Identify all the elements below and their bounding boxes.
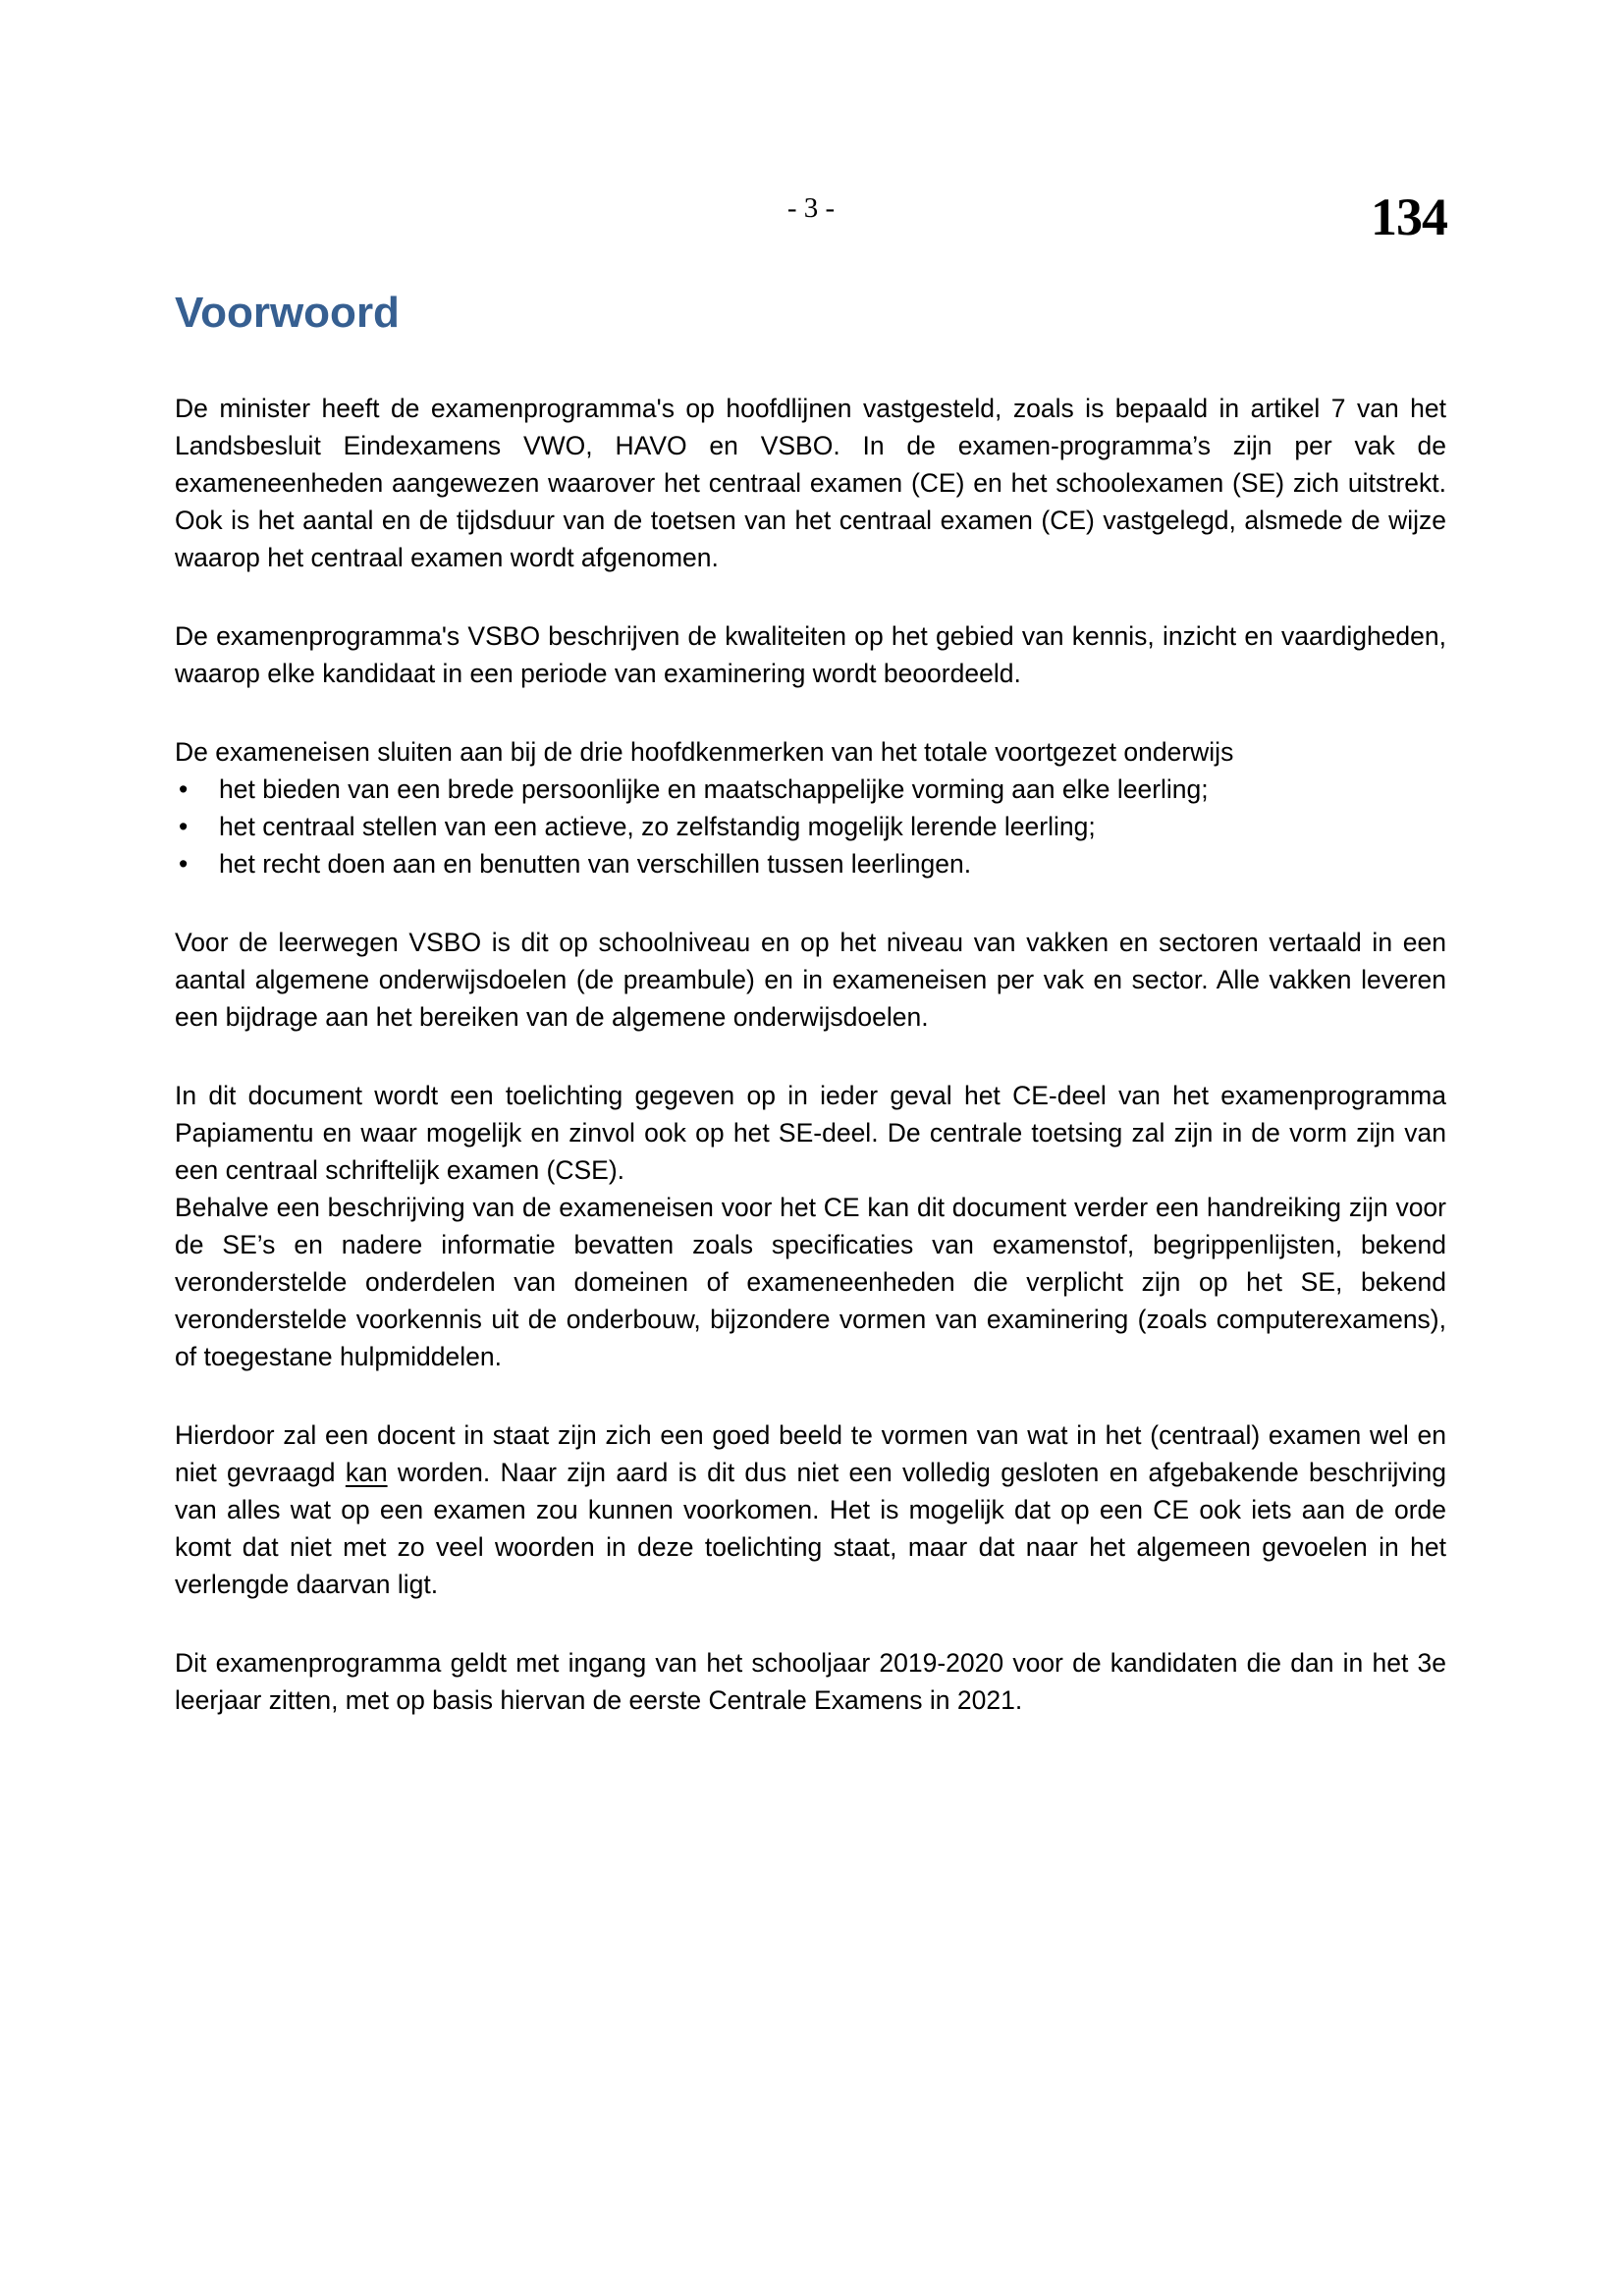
paragraph-docent xyxy=(175,1416,1446,1603)
paragraph-ingangsjaar: Dit examenprogramma geldt met ingang van het schooljaar 2019-2020 voor de kandidaten die dan in het 3e leerjaar zitten, met op basis hiervan de eerste Centrale Examens in 2021. xyxy=(175,1648,1446,1715)
paragraph-minister: De minister heeft de examenprogramma's op hoofdlijnen vastgesteld, zoals is bepaald in artikel 7 van het Landsbesluit Eindexamens VWO, HAVO en VSBO. In de examen-programma’s zijn per vak de exameneenheden aangewezen waarover het centraal examen (CE) en het schoolexamen (SE) zich uitstrekt. Ook is het aantal en de tijdsduur van de toetsen van het centraal examen (CE) vastgelegd, alsmede de wijze waarop het centraal examen wordt afgenomen. xyxy=(175,394,1446,572)
paragraph-docent-start: Hierdoor zal een docent in staat zijn zich een goed beeld te vormen van wat in het (centraal) examen wel en niet gevraagd xyxy=(175,1420,1446,1487)
paragraph-examenprogrammas-vsbo: De examenprogramma's VSBO beschrijven de kwaliteiten op het gebied van kennis, inzicht en vaardigheden, waarop elke kandidaat in een periode van examinering wordt beoordeeld. xyxy=(175,621,1446,688)
paragraph-docent-end: worden. Naar zijn aard is dit dus niet een volledig gesloten en afgebakende beschrijving van alles wat op een examen zou kunnen voorkomen. Het is mogelijk dat op een CE ook iets aan de orde komt dat niet met zo veel woorden in deze toelichting staat, maar dat naar het algemeen gevoelen in het verlengde daarvan ligt. xyxy=(175,1458,1446,1599)
bullet-icon: • xyxy=(179,812,189,841)
underlined-word: kan xyxy=(345,1458,388,1487)
bullet-icon: • xyxy=(179,849,189,879)
page-content xyxy=(175,288,1446,1760)
paragraph-leerwegen: Voor de leerwegen VSBO is dit op schoolniveau en op het niveau van vakken en sectoren vertaald in een aantal algemene onderwijsdoelen (de preambule) en in exameneisen per vak en sector. Alle vakken leveren een bijdrage aan het bereiken van de algemene onderwijsdoelen. xyxy=(175,928,1446,1032)
document-stamp-number: 134 xyxy=(1371,187,1447,246)
paragraph-toelichting: In dit document wordt een toelichting gegeven op in ieder geval het CE-deel van het examenprogramma Papiamentu en waar mogelijk en zinvol ook op het SE-deel. De centrale toetsing zal zijn in de vorm zijn van een centraal schriftelijk examen (CSE). xyxy=(175,1081,1446,1185)
paragraph-handreiking: Behalve een beschrijving van de exameneisen voor het CE kan dit document verder een handreiking zijn voor de SE’s en nadere informatie bevatten zoals specificaties van examenstof, begrippenlijsten, bekend veronderstelde onderdelen van domeinen of exameneenheden die verplicht zijn op het SE, bekend veronderstelde voorkennis uit de onderbouw, bijzondere vormen van examinering (zoals computerexamens), of toegestane hulpmiddelen. xyxy=(175,1193,1446,1371)
list-item xyxy=(175,845,1446,882)
bullet-icon: • xyxy=(179,774,189,804)
list-item xyxy=(175,808,1446,845)
page-title: Voorwoord xyxy=(175,289,400,337)
bullet-list xyxy=(175,771,1446,882)
list-item-text: het recht doen aan en benutten van verschillen tussen leerlingen. xyxy=(219,849,972,879)
list-item xyxy=(175,771,1446,808)
paragraph-exameneisen-intro: De exameneisen sluiten aan bij de drie hoofdkenmerken van het totale voortgezet onderwijs xyxy=(175,737,1234,767)
list-item-text: het centraal stellen van een actieve, zo zelfstandig mogelijk lerende leerling; xyxy=(219,812,1096,841)
list-item-text: het bieden van een brede persoonlijke en maatschappelijke vorming aan elke leerling; xyxy=(219,774,1209,804)
page-number: - 3 - xyxy=(786,192,836,224)
